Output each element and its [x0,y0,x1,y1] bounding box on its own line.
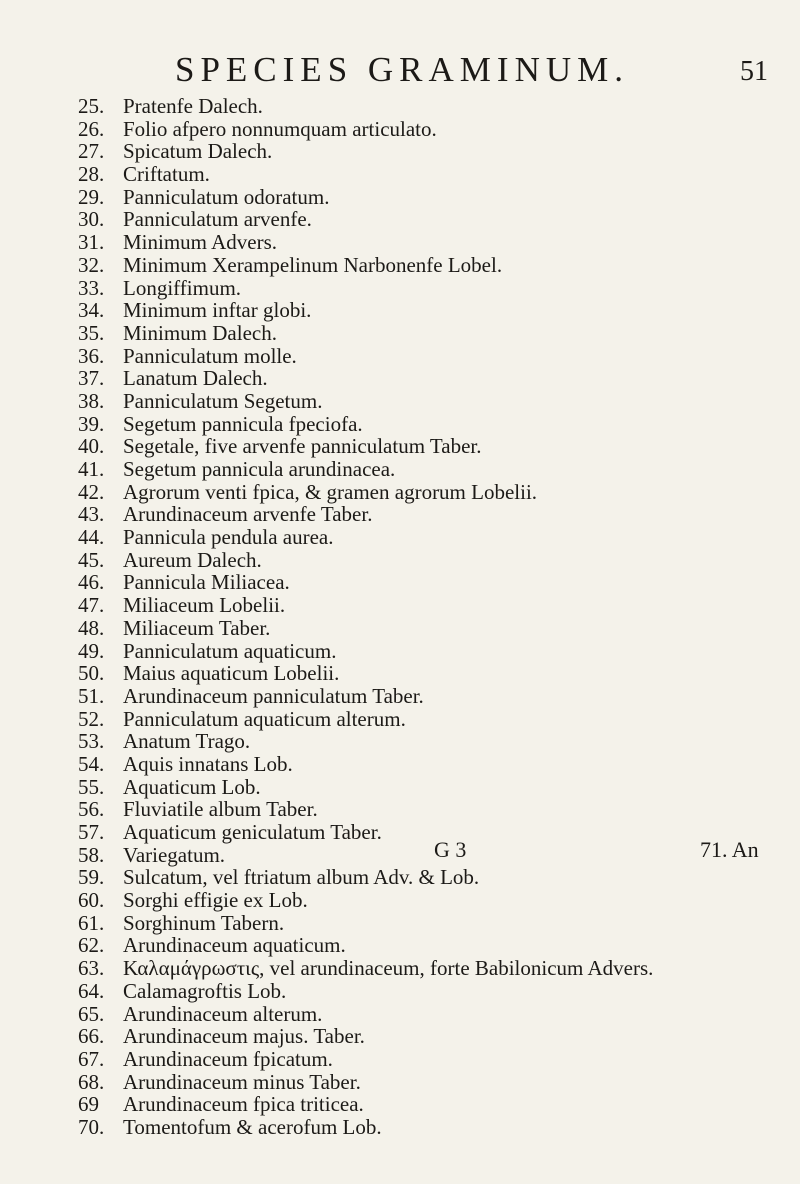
list-item [78,95,788,118]
list-item [78,685,788,708]
page-number: 51 [740,56,768,87]
entry-number: 28. [78,162,105,187]
entry-text: Arundinaceum majus. Taber. [123,1024,365,1049]
list-item [78,118,788,141]
entry-text: Pratenfe Dalech. [123,94,263,118]
entry-text: Arundinaceum fpica triticea. [123,1092,364,1117]
list-item [78,140,788,163]
entry-number: 59. [78,865,105,890]
entry-text: Fluviatile album Taber. [123,797,318,822]
list-item [78,912,788,935]
entry-text: Pannicula Miliacea. [123,570,290,595]
list-item [78,322,788,345]
entry-number: 49. [78,638,105,663]
entry-text: Tomentofum & acerofum Lob. [123,1114,382,1139]
page-footer [0,837,800,867]
entry-text: Miliaceum Taber. [123,615,271,640]
entry-number: 36. [78,343,105,368]
entry-number: 30. [78,207,105,232]
list-item [78,866,788,889]
list-item [78,1048,788,1071]
list-item [78,934,788,957]
entry-number: 37. [78,366,105,391]
entry-text: Maius aquaticum Lobelii. [123,661,340,686]
list-item [78,708,788,731]
entry-text: Minimum Xerampelinum Narbonenfe Lobel. [123,252,503,277]
page-header [0,50,800,94]
catchword: 71. An [700,837,759,862]
list-item [78,980,788,1003]
entry-text: Sorghinum Tabern. [123,910,285,935]
entry-number: 63. [78,956,105,981]
entry-number: 61. [78,910,105,935]
species-list [78,95,788,1139]
list-item [78,549,788,572]
entry-number: 53. [78,729,105,754]
entry-text: Arundinaceum alterum. [123,1001,323,1026]
list-item [78,231,788,254]
entry-number: 43. [78,502,105,527]
entry-text: Longiffimum. [123,275,242,300]
list-item [78,367,788,390]
entry-number: 45. [78,547,105,572]
list-item [78,1116,788,1139]
list-item [78,299,788,322]
list-item [78,1025,788,1048]
entry-number: 57. [78,820,105,844]
entry-number: 56. [78,797,105,822]
entry-text: Calamagroftis Lob. [123,978,287,1003]
list-item [78,277,788,300]
entry-number: 48. [78,615,105,640]
entry-text: Anatum Trago. [123,729,251,754]
entry-number: 35. [78,320,105,345]
entry-text: Panniculatum aquaticum alterum. [123,706,406,731]
entry-text: Variegatum. [123,842,226,867]
list-item [78,435,788,458]
entry-number: 46. [78,570,105,595]
list-item [78,776,788,799]
entry-text: Pannicula pendula aurea. [123,525,334,550]
entry-number: 58. [78,842,105,867]
entry-text: Miliaceum Lobelii. [123,593,286,618]
entry-text: Arundinaceum arvenfe Taber. [123,502,373,527]
list-item [78,617,788,640]
entry-text: Spicatum Dalech. [123,139,273,164]
entry-number: 39. [78,411,105,436]
entry-text: Minimum Advers. [123,230,278,255]
entry-text: Segetale, five arvenfe panniculatum Taber. [123,434,482,459]
entry-text: Arundinaceum minus Taber. [123,1069,361,1094]
list-item [78,662,788,685]
entry-number: 40. [78,434,105,459]
list-item [78,481,788,504]
list-item [78,730,788,753]
entry-text: Panniculatum molle. [123,343,297,368]
entry-text: Agrorum venti fpica, & gramen agrorum Lobelii. [123,479,538,504]
entry-text: Segetum pannicula arundinacea. [123,457,396,481]
list-item [78,503,788,526]
entry-text: Sorghi effigie ex Lob. [123,888,308,913]
entry-text: Folio afpero nonnumquam articulato. [123,116,437,141]
entry-text: Minimum Dalech. [123,320,277,345]
list-item [78,413,788,436]
entry-number: 51. [78,683,105,708]
entry-number: 65. [78,1001,105,1026]
entry-number: 64. [78,978,105,1003]
list-item [78,594,788,617]
entry-text: Panniculatum arvenfe. [123,207,312,232]
signature-mark: G 3 [434,837,467,862]
list-item [78,1003,788,1026]
list-item [78,208,788,231]
entry-number: 67. [78,1046,105,1071]
entry-number: 29. [78,184,105,209]
entry-number: 33. [78,275,105,300]
list-item [78,458,788,481]
entry-number: 31. [78,230,105,255]
entry-text: Lanatum Dalech. [123,366,268,391]
list-item [78,798,788,821]
entry-text: Καλαμάγρωστις, vel arundinaceum, forte Babilonicum Advers. [123,956,654,981]
entry-text: Aquaticum Lob. [123,774,261,799]
entry-text: Arundinaceum aquaticum. [123,933,346,958]
entry-number: 50. [78,661,105,686]
list-item [78,957,788,980]
entry-text: Criftatum. [123,162,210,187]
entry-text: Minimum inftar globi. [123,298,312,323]
list-item [78,254,788,277]
entry-number: 27. [78,139,105,164]
list-item [78,390,788,413]
list-item [78,640,788,663]
list-item [78,753,788,776]
running-head: SPECIES GRAMINUM. [175,50,629,89]
entry-text: Panniculatum aquaticum. [123,638,337,663]
entry-number: 69 [78,1092,99,1117]
entry-number: 32. [78,252,105,277]
list-item [78,1071,788,1094]
list-item [78,889,788,912]
entry-text: Segetum pannicula fpeciofa. [123,411,363,436]
list-item [78,1093,788,1116]
entry-number: 70. [78,1114,105,1139]
entry-number: 38. [78,388,105,413]
list-item [78,571,788,594]
list-item [78,526,788,549]
entry-text: Arundinaceum panniculatum Taber. [123,683,424,708]
entry-number: 68. [78,1069,105,1094]
entry-number: 34. [78,298,105,323]
entry-number: 44. [78,525,105,550]
entry-text: Arundinaceum fpicatum. [123,1046,333,1071]
entry-text: Panniculatum Segetum. [123,388,323,413]
entry-text: Panniculatum odoratum. [123,184,330,209]
entry-number: 41. [78,457,105,481]
entry-number: 54. [78,751,105,776]
entry-number: 47. [78,593,105,618]
entry-number: 62. [78,933,105,958]
entry-number: 60. [78,888,105,913]
entry-number: 42. [78,479,105,504]
list-item [78,186,788,209]
entry-number: 25. [78,94,105,118]
list-item [78,163,788,186]
entry-number: 66. [78,1024,105,1049]
entry-text: Sulcatum, vel ftriatum album Adv. & Lob. [123,865,480,890]
entry-text: Aureum Dalech. [123,547,262,572]
entry-number: 26. [78,116,105,141]
list-item [78,345,788,368]
entry-text: Aquaticum geniculatum Taber. [123,820,382,844]
entry-number: 52. [78,706,105,731]
entry-number: 55. [78,774,105,799]
entry-text: Aquis innatans Lob. [123,751,293,776]
